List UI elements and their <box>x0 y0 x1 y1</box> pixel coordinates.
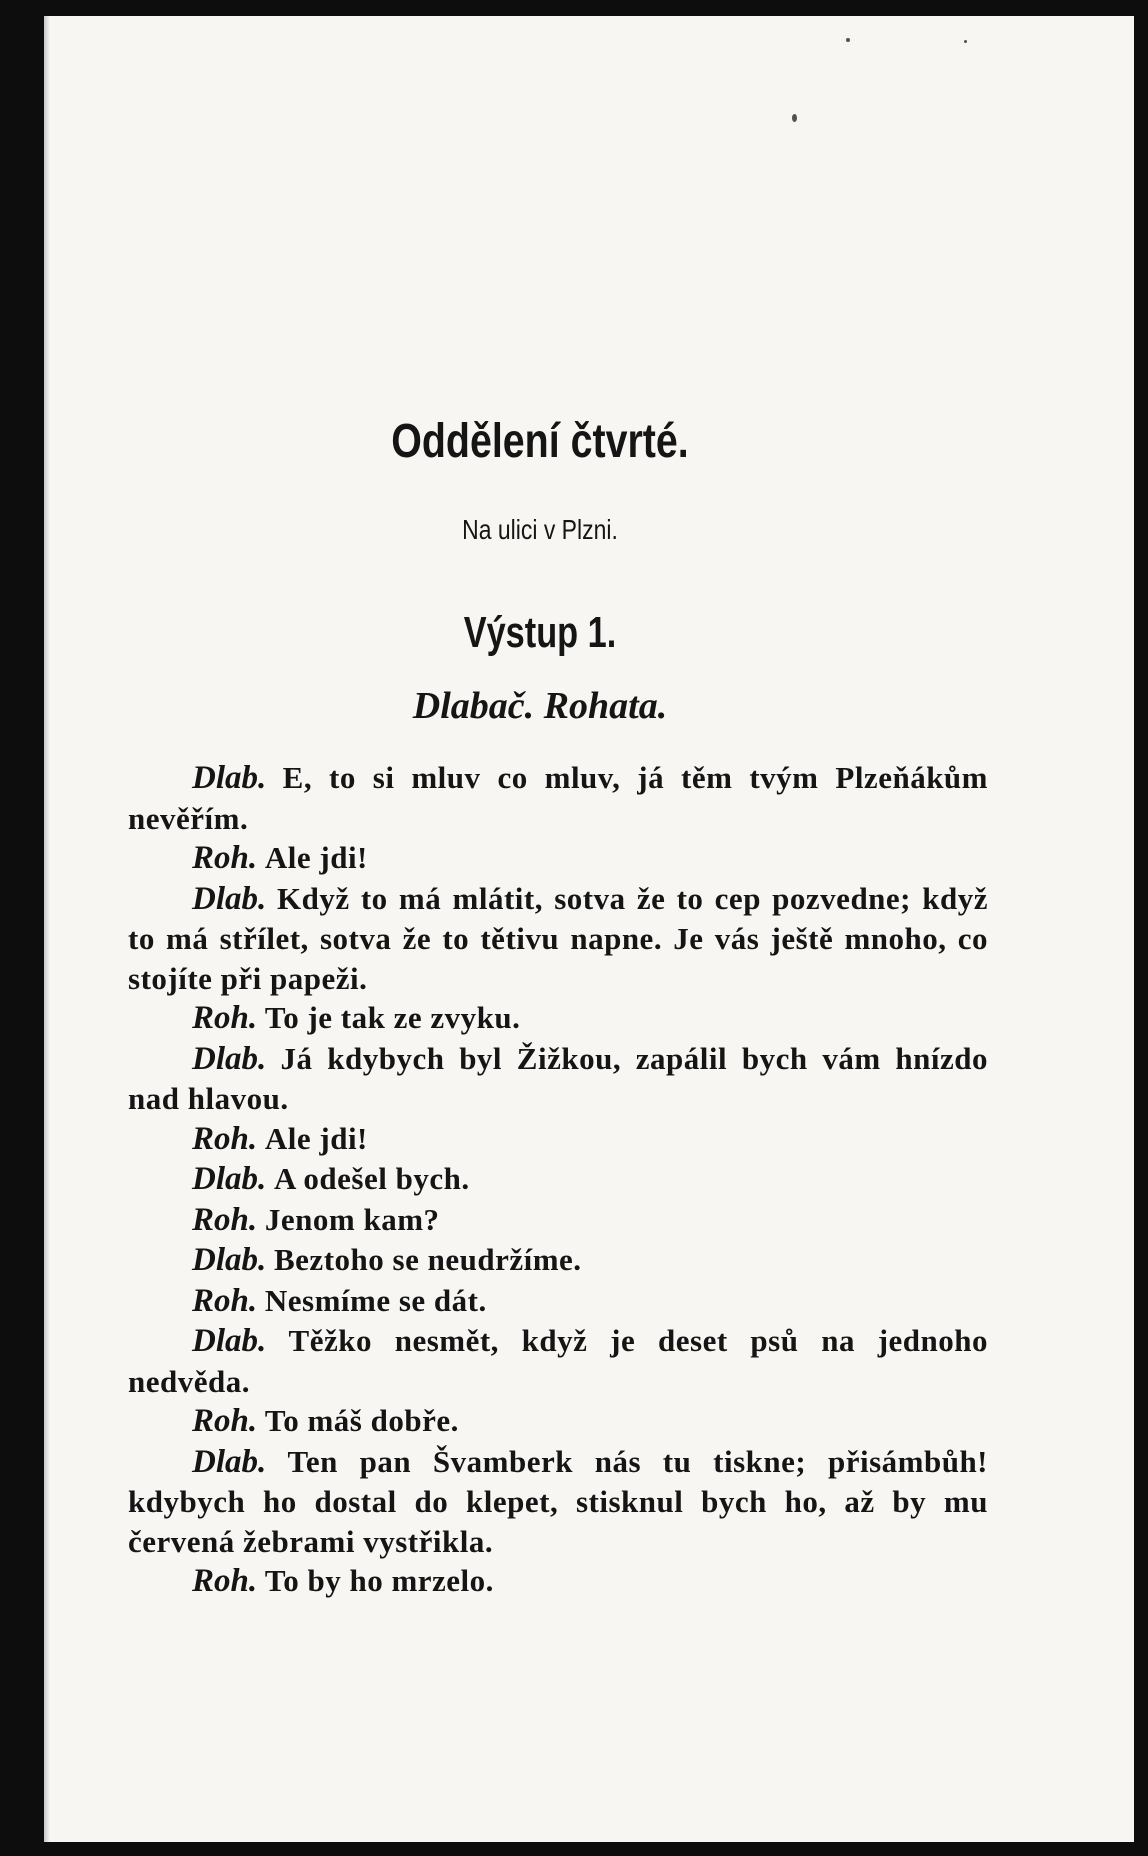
ink-speck <box>846 38 850 42</box>
speaker-name: Roh. <box>192 1000 258 1036</box>
ink-speck <box>964 40 967 43</box>
dialogue-line <box>128 758 988 838</box>
section-heading: Oddělení čtvrté. <box>391 415 689 468</box>
book-page <box>44 16 1134 1842</box>
dialogue-line <box>128 1200 988 1241</box>
speaker-name: Roh. <box>192 1403 258 1439</box>
speaker-name: Roh. <box>192 1282 258 1319</box>
dialogue-line <box>128 1240 988 1281</box>
dialogue-line <box>128 1119 988 1160</box>
dialogue-line <box>128 1561 988 1602</box>
speech-text: E, to si mluv co mluv, já těm tvým Plzeňákům nevěřím. <box>128 760 988 836</box>
speech-text: Když to má mlátit, sotva že to cep pozvedne; když to má střílet, sotva že to tětivu napne. Je vás ještě mnoho, co stojíte při papeži. <box>128 880 988 996</box>
dialogue-line <box>128 879 988 999</box>
dialogue-line <box>128 998 988 1039</box>
speech-text: Jenom kam? <box>264 1201 440 1237</box>
dialogue-line <box>128 1401 988 1442</box>
speaker-name: Dlab. <box>192 1323 267 1359</box>
character-list: Dlabač. Rohata. <box>412 685 668 727</box>
speech-text: Beztoho se neudržíme. <box>274 1242 582 1277</box>
dialogue-line <box>128 838 988 879</box>
setting-line: Na ulici v Plzni. <box>462 514 618 545</box>
page-gutter-shadow <box>44 16 50 1842</box>
speaker-name: Dlab. <box>192 1443 267 1480</box>
speaker-name: Roh. <box>192 1120 258 1157</box>
dialogue-line <box>128 1442 988 1562</box>
speaker-name: Roh. <box>192 840 258 876</box>
speaker-name: Dlab. <box>192 760 267 796</box>
ink-speck <box>792 114 797 122</box>
speech-text: Nesmíme se dát. <box>264 1282 487 1318</box>
speaker-name: Roh. <box>192 1563 258 1599</box>
speech-text: To máš dobře. <box>264 1403 459 1438</box>
speech-text: A odešel bych. <box>274 1161 470 1196</box>
speaker-name: Roh. <box>192 1201 258 1238</box>
speaker-name: Dlab. <box>192 1242 267 1278</box>
speech-text: To by ho mrzelo. <box>264 1563 494 1598</box>
dialogue-line <box>128 1321 988 1401</box>
scene-heading: Výstup 1. <box>463 608 617 657</box>
dialogue-line <box>128 1039 988 1119</box>
dialogue-line <box>128 1281 988 1322</box>
speaker-name: Dlab. <box>192 880 267 917</box>
speech-text: Těžko nesmět, když je deset psů na jednoho nedvěda. <box>128 1323 989 1399</box>
speech-text: Ale jdi! <box>264 1120 368 1156</box>
speech-text: Ale jdi! <box>264 840 368 875</box>
speaker-name: Dlab. <box>192 1161 267 1197</box>
dialogue-line <box>128 1159 988 1200</box>
dialogue <box>128 758 988 1602</box>
speaker-name: Dlab. <box>192 1040 267 1077</box>
speech-text: Já kdybych byl Žižkou, zapálil bych vám hnízdo nad hlavou. <box>128 1040 989 1116</box>
speech-text: Ten pan Švamberk nás tu tiskne; přisámbůh! kdybych ho dostal do klepet, stisknul bych ho, až by mu červená žebrami vystřikla. <box>128 1443 989 1559</box>
speech-text: To je tak ze zvyku. <box>264 1000 521 1035</box>
